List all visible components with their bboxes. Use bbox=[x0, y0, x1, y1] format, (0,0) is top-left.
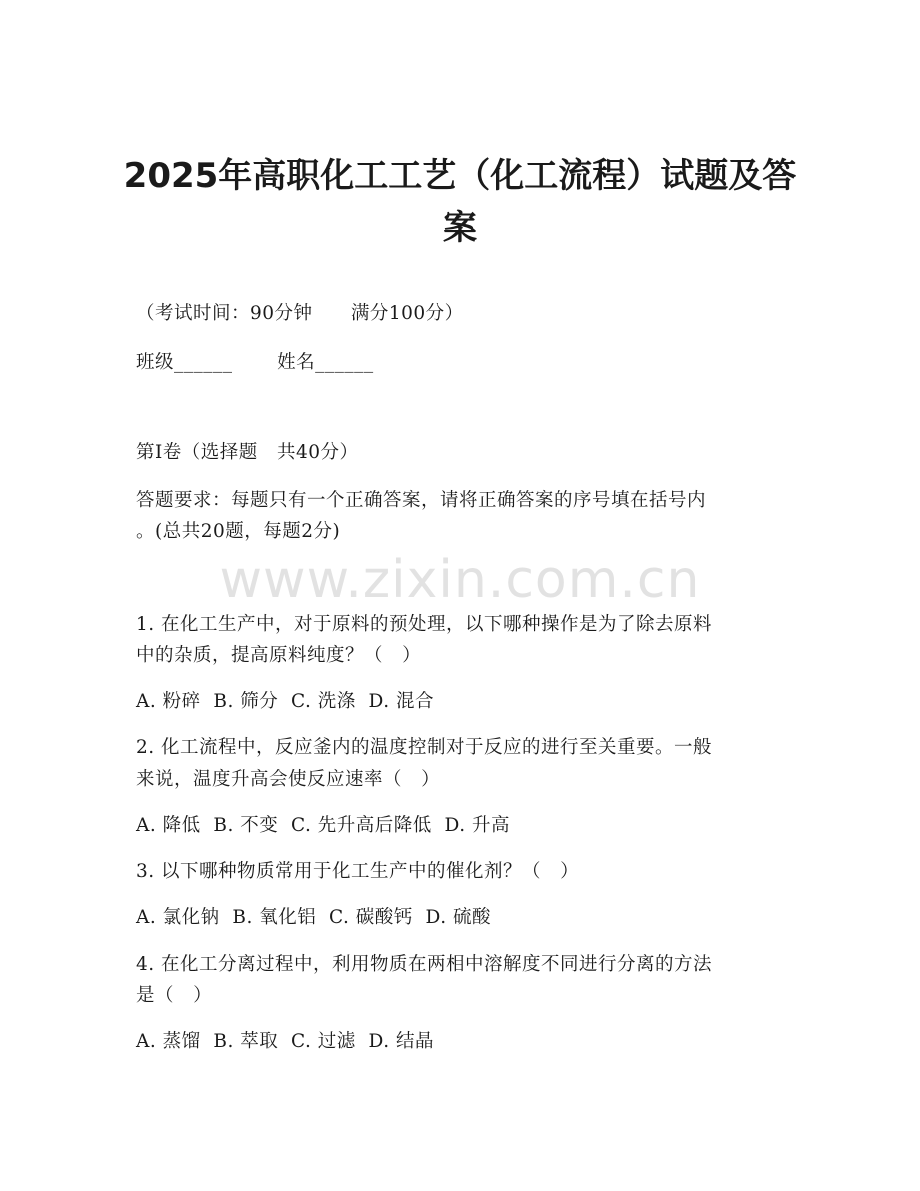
question-2-line-1: 2. 化工流程中，反应釜内的温度控制对于反应的进行至关重要。一般 bbox=[136, 737, 713, 758]
instructions-line-1: 答题要求：每题只有一个正确答案，请将正确答案的序号填在括号内 bbox=[136, 490, 707, 511]
question-1-line-2: 中的杂质，提高原料纯度？（ ） bbox=[136, 645, 422, 666]
question-2-line-2: 来说，温度升高会使反应速率（ ） bbox=[136, 769, 441, 790]
question-4-line-1: 4. 在化工分离过程中，利用物质在两相中溶解度不同进行分离的方法 bbox=[136, 954, 713, 975]
instructions-line-2: 。(总共20题，每题2分) bbox=[136, 521, 341, 542]
question-4-options: A. 蒸馏 B. 萃取 C. 过滤 D. 结晶 bbox=[136, 1031, 434, 1052]
question-4-line-2: 是（ ） bbox=[136, 985, 213, 1006]
question-3-line-1: 3. 以下哪种物质常用于化工生产中的催化剂？（ ） bbox=[136, 861, 580, 882]
document-title: 2025年高职化工工艺（化工流程）试题及答案 bbox=[123, 156, 797, 248]
exam-info: （考试时间：90分钟 满分100分） bbox=[136, 303, 464, 324]
class-name-fields: 班级______ 姓名______ bbox=[136, 352, 374, 373]
question-3-options: A. 氯化钠 B. 氧化铝 C. 碳酸钙 D. 硫酸 bbox=[136, 907, 491, 928]
section-title: 第I卷（选择题 共40分） bbox=[136, 442, 359, 463]
watermark: www.zixin.com.cn bbox=[219, 550, 701, 610]
question-1-line-1: 1. 在化工生产中，对于原料的预处理，以下哪种操作是为了除去原料 bbox=[136, 614, 713, 635]
question-2-options: A. 降低 B. 不变 C. 先升高后降低 D. 升高 bbox=[136, 815, 510, 836]
question-1-options: A. 粉碎 B. 筛分 C. 洗涤 D. 混合 bbox=[136, 691, 434, 712]
